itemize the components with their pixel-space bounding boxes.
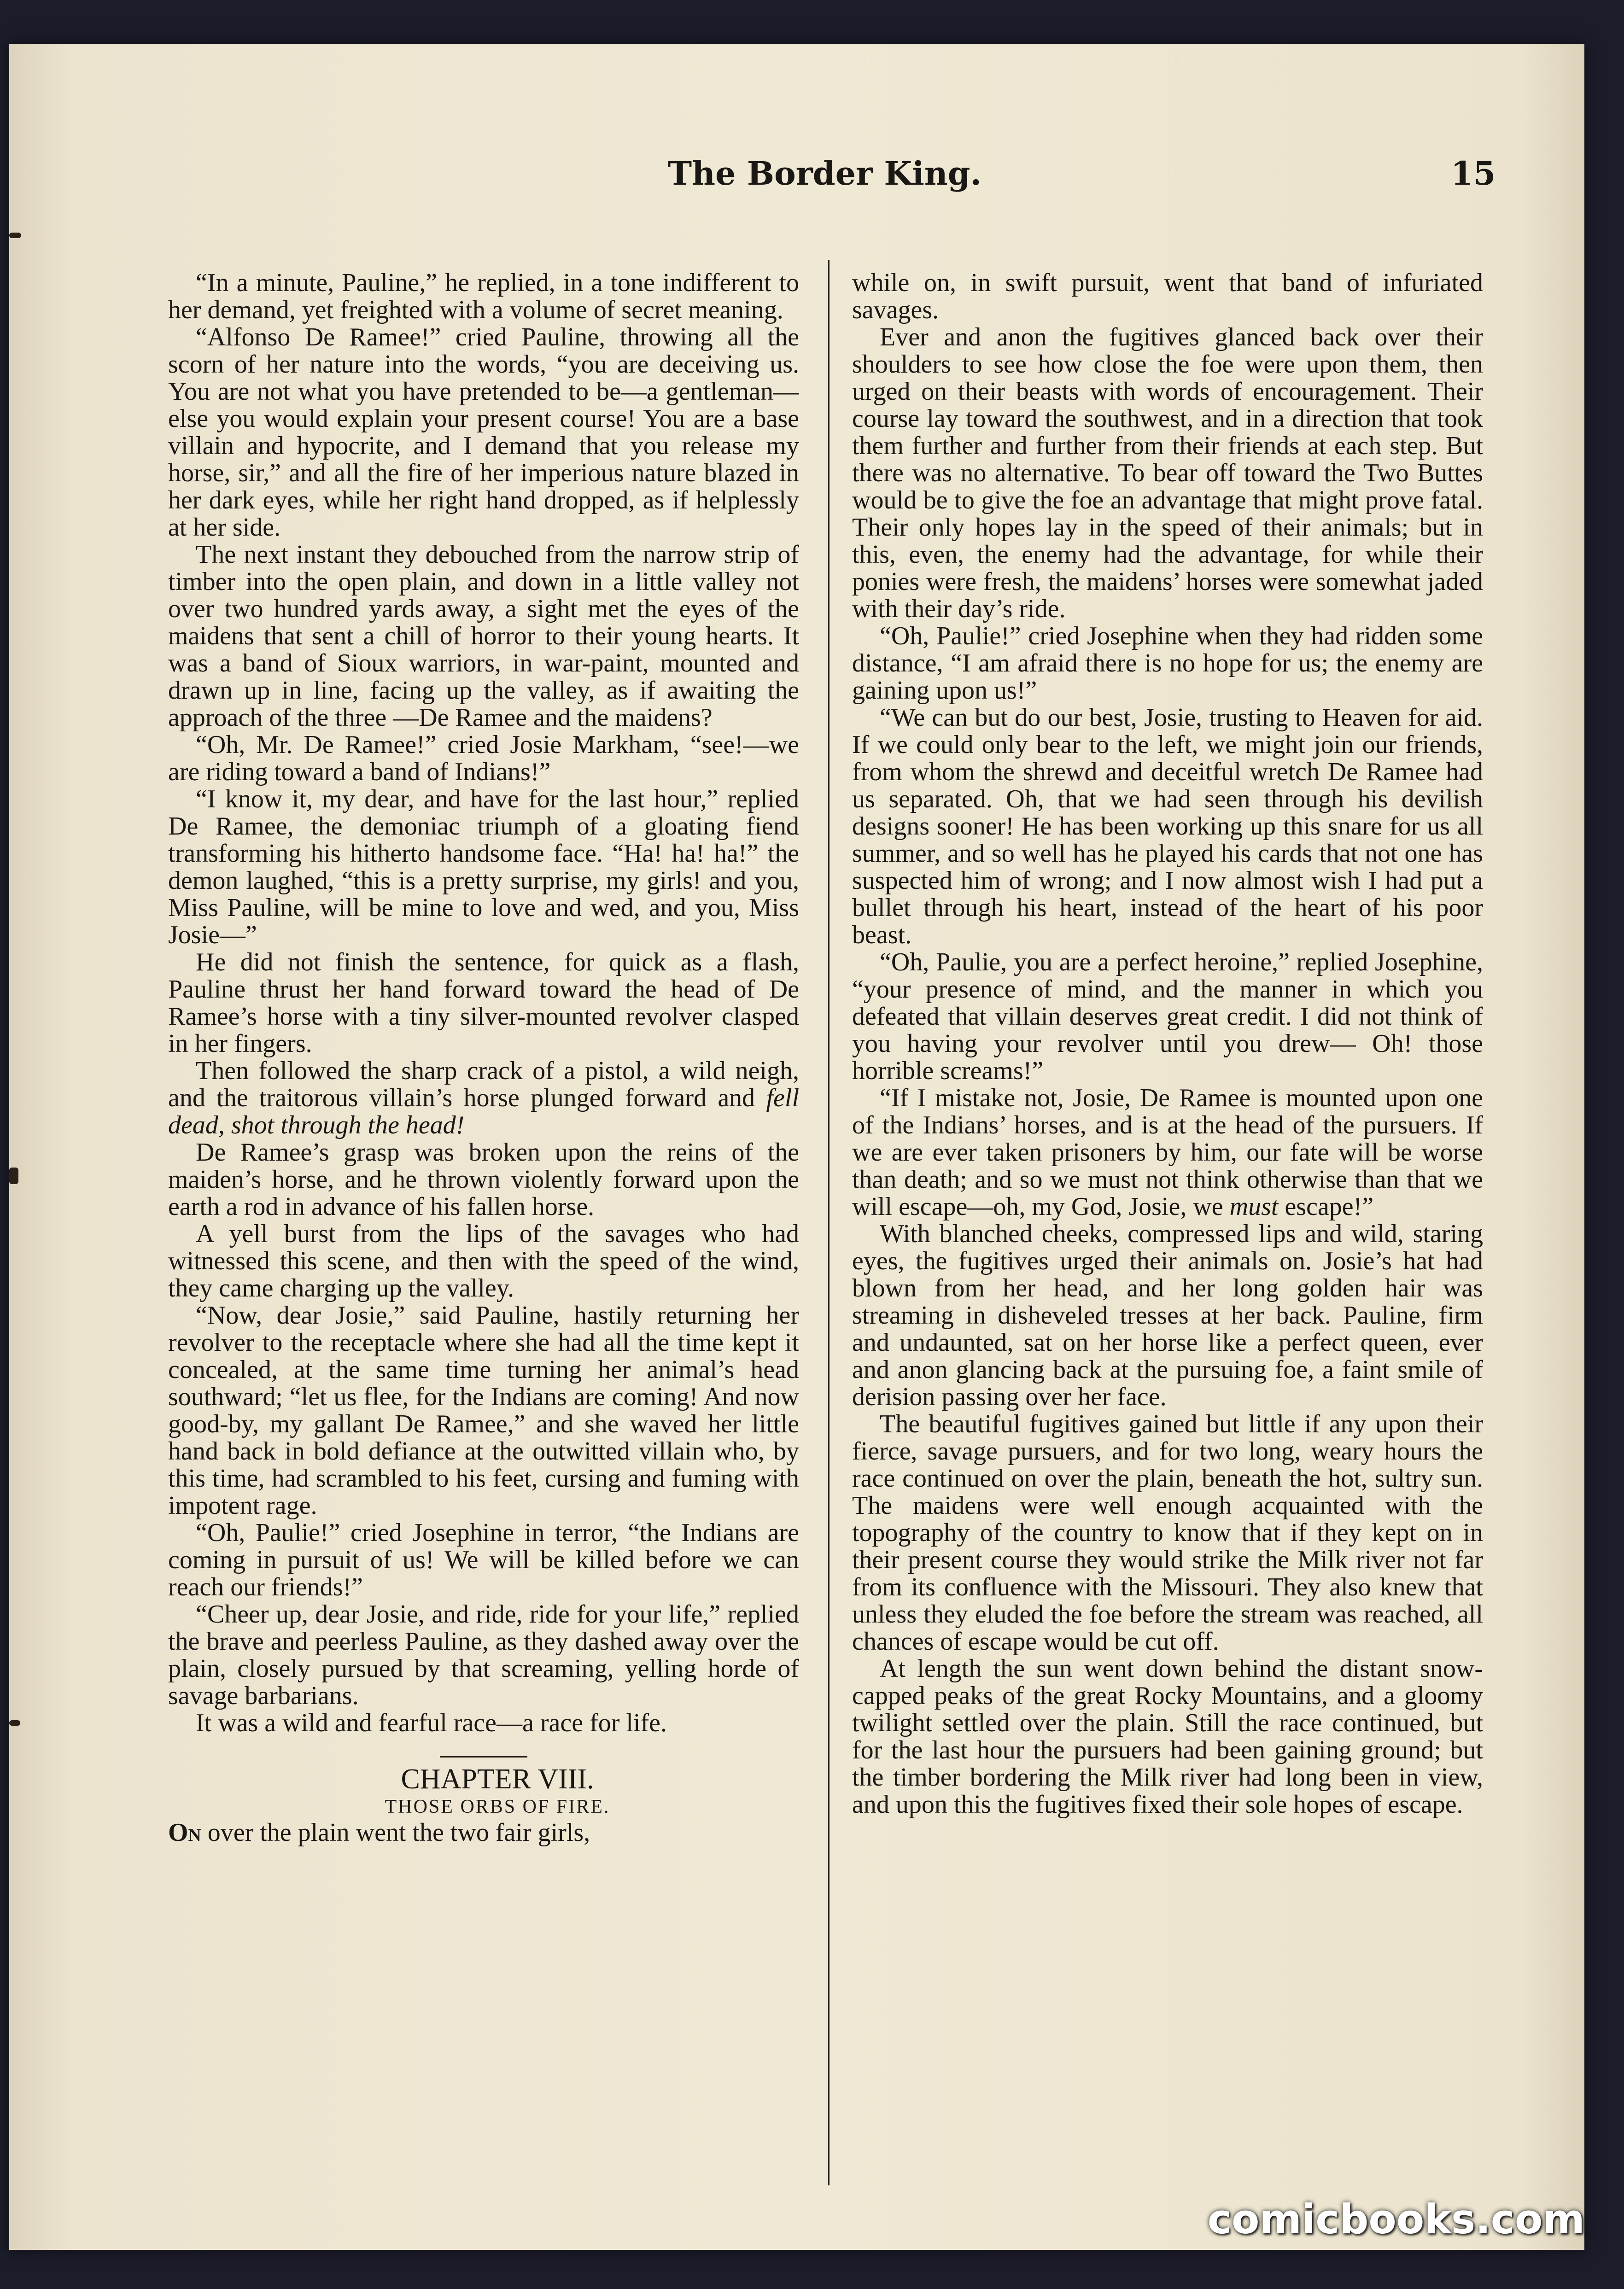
paragraph: [168, 1057, 799, 1139]
paragraph: “Oh, Paulie!” cried Josephine when they had ridden some distance, “I am afraid there is no hope for us; the enemy are gaining upon us!”: [852, 622, 1483, 705]
paragraph: “Oh, Paulie, you are a perfect heroine,” replied Josephine, “your presence of mind, and the manner in which you defeated that villain deserves great credit. I did not think of you having your revolver until you drew— Oh! those horrible screams!”: [852, 948, 1483, 1085]
paragraph: Ever and anon the fugitives glanced back over their shoulders to see how close the foe were upon them, then urged on their beasts with words of encouragement. Their course lay toward the southwest, and in a direction that took them further and further from their friends at each step. But there was no alternative. To bear off toward the Two Buttes would be to give the foe an advantage that might prove fatal. Their only hopes lay in the speed of their animals; but in this, even, the enemy had the advantage, for while their ponies were fresh, the maidens’ horses were somewhat jaded with their day’s ride.: [852, 323, 1483, 623]
binding-mark: [9, 1168, 18, 1184]
chapter-first-line-text: over the plain went the two fair girls,: [207, 1818, 590, 1847]
paragraph: “Oh, Mr. De Ramee!” cried Josie Markham, “see!—we are riding toward a band of Indians!”: [168, 730, 799, 786]
chapter-heading: CHAPTER VIII.: [401, 1763, 594, 1795]
column-divider: [828, 260, 830, 2185]
book-page: [9, 44, 1584, 2250]
paragraph: “Oh, Paulie!” cried Josephine in terror, “the Indians are coming in pursuit of us! We will be killed before we can reach our friends!”: [168, 1518, 799, 1601]
paragraph: “Alfonso De Ramee!” cried Pauline, throwing all the scorn of her nature into the words, “you are deceiving us. You are not what you have pretended to be—a gentleman—else you would explain your present course! You are a base villain and hypocrite, and I demand that you release my horse, sir,” and all the fire of her imperious nature blazed in her dark eyes, while her right hand dropped, as if helplessly at her side.: [168, 323, 799, 542]
paragraph: while on, in swift pursuit, went that band of infuriated savages.: [852, 269, 1483, 324]
paragraph: “Now, dear Josie,” said Pauline, hastily returning her revolver to the receptacle where she had all the time kept it concealed, at the same time turning her animal’s head southward; “let us flee, for the Indians are coming! And now good-by, my gallant De Ramee,” and she waved her little hand back in bold defiance at the outwitted villain who, by this time, had scrambled to his feet, cursing and fuming with impotent rage.: [168, 1301, 799, 1520]
paragraph-text: “If I mistake not, Josie, De Ramee is mounted upon one of the Indians’ horses, and is at the head of the pursuers. If we are ever taken prisoners by him, our fate will be worse than death; and so we must not think otherwise than that we will escape—oh, my God, Josie, we: [852, 1084, 1483, 1221]
paragraph: “I know it, my dear, and have for the last hour,” replied De Ramee, the demoniac triumph of a gloating fiend transforming his hitherto handsome face. “Ha! ha! ha!” the demon laughed, “this is a pretty surprise, my girls! and you, Miss Pauline, will be mine to love and wed, and you, Miss Josie—”: [168, 785, 799, 949]
paragraph: “In a minute, Pauline,” he replied, in a tone indifferent to her demand, yet freighted with a volume of secret meaning.: [168, 269, 799, 324]
chapter-subtitle: THOSE ORBS OF FIRE.: [385, 1796, 610, 1817]
binding-mark: [9, 233, 21, 238]
paragraph: “We can but do our best, Josie, trusting to Heaven for aid. If we could only bear to the left, we might join our friends, from whom the shrewd and deceitful wretch De Ramee had us separated. Oh, that we had seen through his devilish designs sooner! He has been working up this snare for us all summer, and so well has he played his cards that not one has suspected him of wrong; and I now almost wish I had put a bullet through his heart, instead of the heart of his poor beast.: [852, 703, 1483, 949]
paragraph: “Cheer up, dear Josie, and ride, ride for your life,” replied the brave and peerless Pauline, as they dashed away over the plain, closely pursued by that screaming, yelling horde of savage barbarians.: [168, 1600, 799, 1710]
left-column: [168, 269, 799, 2195]
site-watermark: comicbooks.com: [1207, 2196, 1585, 2243]
paragraph-text: escape!”: [1285, 1192, 1374, 1221]
chapter-first-line: [168, 1819, 799, 1846]
paragraph: [852, 1085, 1483, 1220]
chapter-rule: [440, 1756, 527, 1758]
paragraph: With blanched cheeks, compressed lips and wild, staring eyes, the fugitives urged their animals on. Josie’s hat had blown from her head, and her long golden hair was streaming in disheveled tresses at her back. Pauline, firm and undaunted, sat on her horse like a perfect queen, ever and anon glancing back at the pursuing foe, a faint smile of derision passing over her face.: [852, 1220, 1483, 1411]
running-title: The Border King.: [668, 154, 981, 193]
binding-mark: [9, 1720, 20, 1726]
paragraph: The beautiful fugitives gained but little if any upon their fierce, savage pursuers, and for two long, weary hours the race continued on over the plain, beneath the hot, sultry sun. The maidens were well enough acquainted with the topography of the country to know that if they kept on in their present course they would strike the Milk river not far from its confluence with the Missouri. They also knew that unless they eluded the foe before the stream was reached, all chances of escape would be cut off.: [852, 1410, 1483, 1656]
paragraph: It was a wild and fearful race—a race for life.: [196, 1709, 667, 1737]
chapter-first-word: On: [168, 1818, 201, 1847]
paragraph-text: Then followed the sharp crack of a pistol, a wild neigh, and the traitorous villain’s horse plunged forward and: [168, 1057, 799, 1112]
paragraph: De Ramee’s grasp was broken upon the reins of the maiden’s horse, and he thrown violently forward upon the earth a rod in advance of his fallen horse.: [168, 1138, 799, 1221]
paragraph: A yell burst from the lips of the savages who had witnessed this scene, and then with the speed of the wind, they came charging up the valley.: [168, 1220, 799, 1302]
italic-emphasis: must: [1229, 1192, 1279, 1221]
paragraph: He did not finish the sentence, for quick as a flash, Pauline thrust her hand forward toward the head of De Ramee’s horse with a tiny silver-mounted revolver clasped in her fingers.: [168, 948, 799, 1058]
page-number: 15: [1451, 154, 1496, 193]
italic-emphasis: fell dead, shot through the head!: [168, 1084, 799, 1139]
paragraph: The next instant they debouched from the narrow strip of timber into the open plain, and down in a little valley not over two hundred yards away, a sight met the eyes of the maidens that sent a chill of horror to their young hearts. It was a band of Sioux warriors, in war-paint, mounted and drawn up in line, facing up the valley, as if awaiting the approach of the three —De Ramee and the maidens?: [168, 540, 799, 732]
paragraph: At length the sun went down behind the distant snow-capped peaks of the great Rocky Mountains, and a gloomy twilight settled over the plain. Still the race continued, but for the last hour the pursuers had been gaining ground; but the timber bordering the Milk river had long been in view, and upon this the fugitives fixed their sole hopes of escape.: [852, 1654, 1483, 1819]
page-header: [9, 154, 1584, 210]
right-column: [852, 269, 1483, 2195]
